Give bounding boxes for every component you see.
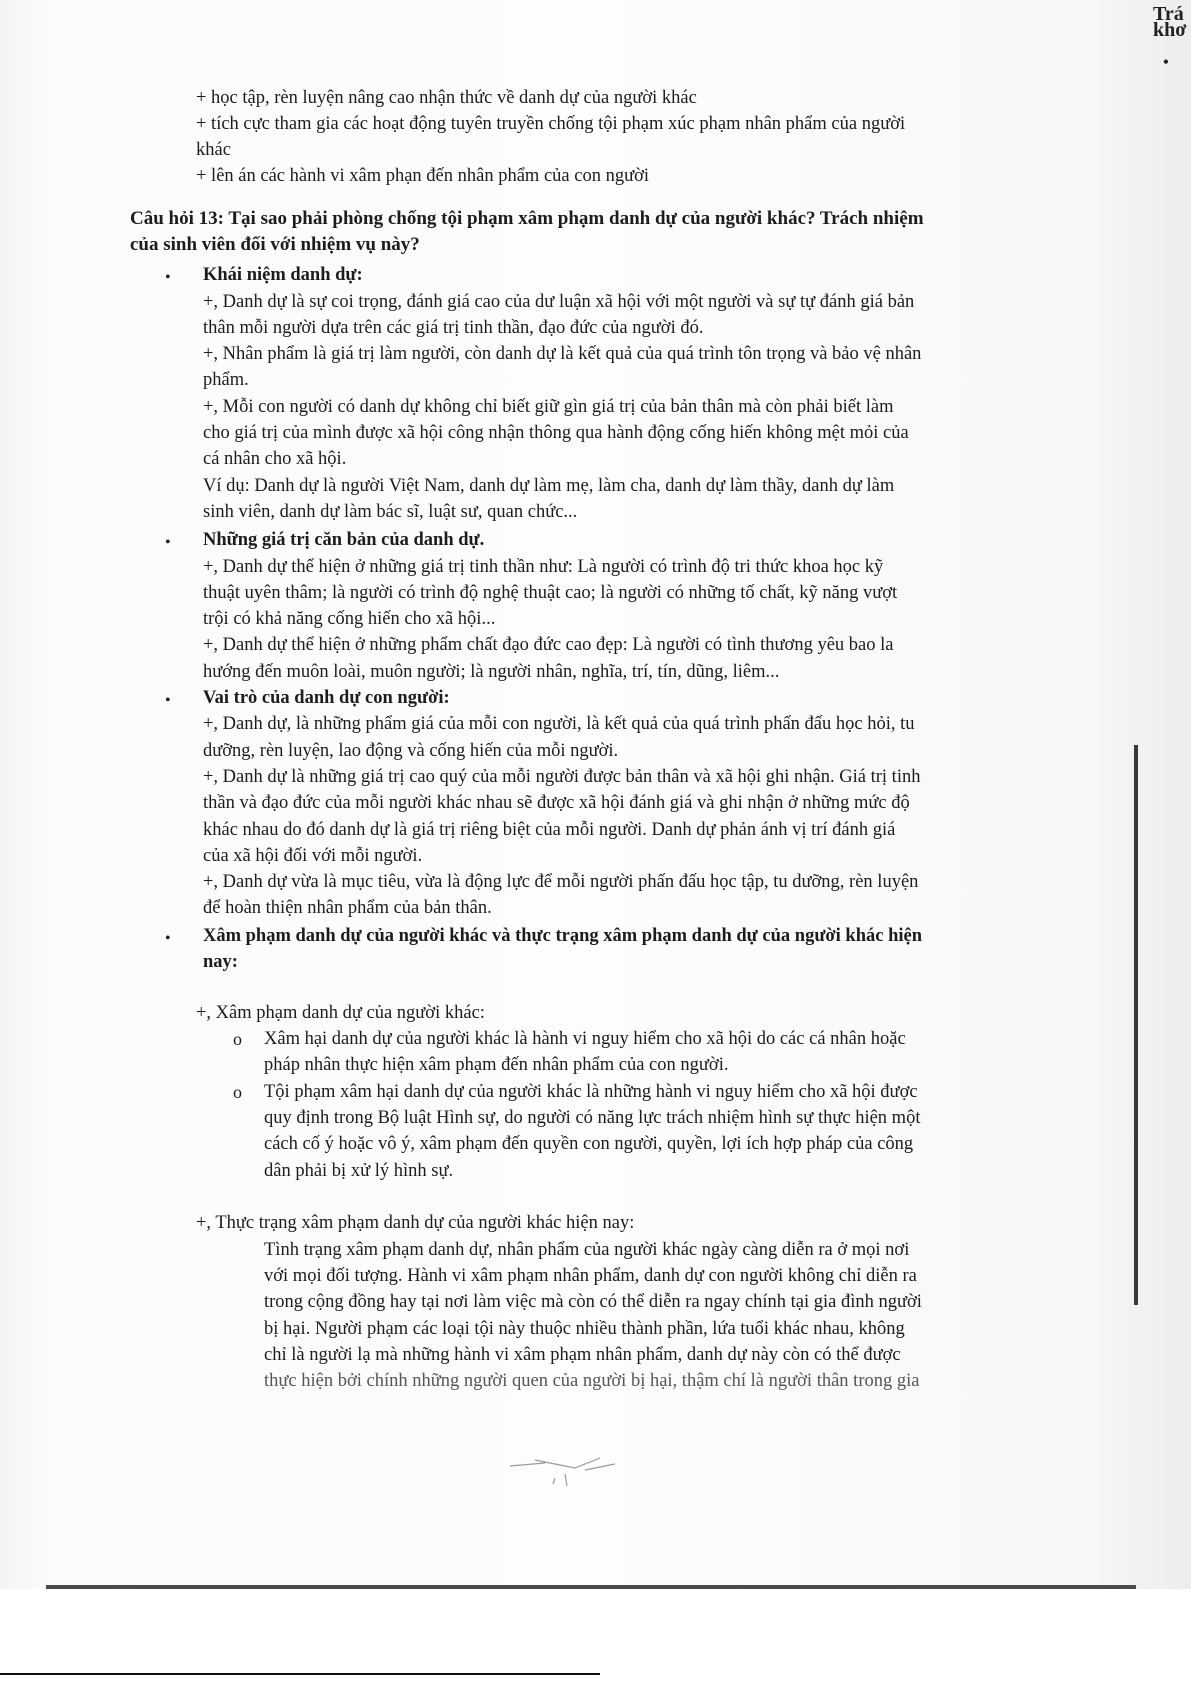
- text-line: +, Mỗi con người có danh dự không chỉ biết giữ gìn giá trị của bản thân mà còn phải biết làm: [203, 397, 894, 417]
- text-line: +, Danh dự vừa là mục tiêu, vừa là động lực để mỗi người phấn đấu học tập, tu dưỡng, rèn luyện: [203, 872, 919, 892]
- text-line: +, Thực trạng xâm phạm danh dự của người khác hiện nay:: [196, 1213, 635, 1233]
- signature-mark: [505, 1448, 645, 1488]
- text-line: +, Danh dự, là những phẩm giá của mỗi con người, là kết quả của quá trình phấn đấu học hỏi, tu: [203, 714, 915, 734]
- text-line: thực hiện bởi chính những người quen của người bị hại, thậm chí là người thân trong gia: [264, 1371, 920, 1391]
- text-line: dưỡng, rèn luyện, lao động và cống hiến của mỗi người.: [203, 741, 619, 761]
- bullet-icon: •: [165, 534, 171, 551]
- bullet-icon: •: [165, 269, 171, 286]
- footer-rule: [0, 1673, 600, 1675]
- text-line: Ví dụ: Danh dự là người Việt Nam, danh dự làm mẹ, làm cha, danh dự làm thầy, danh dự làm: [203, 476, 895, 496]
- circle-bullet-icon: o: [233, 1082, 242, 1102]
- text-line: sinh viên, danh dự làm bác sĩ, luật sư, quan chức...: [203, 502, 578, 522]
- text-line: để hoàn thiện nhân phẩm của bản thân.: [203, 898, 492, 918]
- page-margin-bottom: [0, 1589, 1191, 1685]
- text-line: thân mỗi người dựa trên các giá trị tinh thần, đạo đức của người đó.: [203, 318, 704, 338]
- question-title: Câu hỏi 13: Tại sao phải phòng chống tội phạm xâm phạm danh dự của người khác? Trách nhiệm: [130, 208, 924, 229]
- text-line: chỉ là người lạ mà những hành vi xâm phạm nhân phẩm, danh dự này còn có thể được: [264, 1345, 901, 1365]
- scan-edge-stripe: [1134, 745, 1138, 1305]
- text-line: bị hại. Người phạm các loại tội này thuộc nhiều thành phần, lứa tuổi khác nhau, không: [264, 1319, 905, 1339]
- circle-bullet-icon: o: [233, 1029, 242, 1049]
- bullet-icon: •: [165, 692, 171, 709]
- text-line: + tích cực tham gia các hoạt động tuyên truyền chống tội phạm xúc phạm nhân phẩm của người: [196, 114, 906, 134]
- text-line: Tội phạm xâm hại danh dự của người khác là những hành vi nguy hiểm cho xã hội được: [264, 1082, 918, 1102]
- text-line: +, Nhân phẩm là giá trị làm người, còn danh dự là kết quả của quá trình tôn trọng và bảo vệ nhân: [203, 344, 922, 364]
- text-line: Xâm hại danh dự của người khác là hành vi nguy hiểm cho xã hội do các cá nhân hoặc: [264, 1029, 906, 1049]
- text-line: phẩm.: [203, 370, 249, 390]
- text-line: thuật uyên thâm; là người có trình độ nghệ thuật cao; là người có những tố chất, kỹ năng vượt: [203, 583, 898, 603]
- section-heading: Khái niệm danh dự:: [203, 265, 363, 285]
- text-line: dân phải bị xử lý hình sự.: [264, 1161, 454, 1181]
- text-line: trong cộng đồng hay tại nơi làm việc mà còn có thể diễn ra ngay chính tại gia đình người: [264, 1292, 922, 1312]
- text-line: với mọi đối tượng. Hành vi xâm phạm nhân phẩm, danh dự con người không chỉ diễn ra: [264, 1266, 917, 1286]
- text-line: +, Danh dự là những giá trị cao quý của mỗi người được bản thân và xã hội ghi nhận. Giá trị tinh: [203, 767, 921, 787]
- text-line: thần và đạo đức của mỗi người khác nhau sẽ được xã hội đánh giá và ghi nhận ở những mức độ: [203, 793, 910, 813]
- text-line: + lên án các hành vi xâm phạn đến nhân phẩm của con người: [196, 166, 650, 186]
- text-line: của xã hội đối với mỗi người.: [203, 846, 423, 866]
- text-line: + học tập, rèn luyện nâng cao nhận thức về danh dự của người khác: [196, 88, 697, 108]
- text-line: +, Danh dự thể hiện ở những phẩm chất đạo đức cao đẹp: Là người có tình thương yêu bao la: [203, 635, 894, 655]
- text-line: quy định trong Bộ luật Hình sự, do người có năng lực trách nhiệm hình sự thực hiện một: [264, 1108, 921, 1128]
- text-line: trội có khả năng cống hiến cho xã hội...: [203, 609, 496, 629]
- side-bullet-icon: •: [1162, 52, 1169, 72]
- side-margin-text: Trá khơ: [1153, 3, 1187, 41]
- text-line: cá nhân cho xã hội.: [203, 449, 347, 469]
- text-line: khác: [196, 140, 231, 160]
- bullet-icon: •: [165, 930, 171, 947]
- section-heading: Những giá trị căn bản của danh dự.: [203, 530, 485, 550]
- text-line: +, Xâm phạm danh dự của người khác:: [196, 1003, 485, 1023]
- text-line: pháp nhân thực hiện xâm phạm đến nhân phẩm của con người.: [264, 1055, 729, 1075]
- text-line: hướng đến muôn loài, muôn người; là người nhân, nghĩa, trí, tín, dũng, liêm...: [203, 662, 780, 682]
- text-line: +, Danh dự thể hiện ở những giá trị tinh thần như: Là người có trình độ tri thức khoa học kỹ: [203, 557, 884, 577]
- section-heading: Xâm phạm danh dự của người khác và thực trạng xâm phạm danh dự của người khác hiện: [203, 926, 923, 946]
- text-line: +, Danh dự là sự coi trọng, đánh giá cao của dư luận xã hội với một người và sự tự đánh giá bản: [203, 292, 915, 312]
- question-title-cont: của sinh viên đối với nhiệm vụ này?: [130, 234, 420, 255]
- text-line: cách cố ý hoặc vô ý, xâm phạm đến quyền con người, quyền, lợi ích hợp pháp của công: [264, 1134, 914, 1154]
- section-heading: Vai trò của danh dự con người:: [203, 688, 450, 708]
- section-heading-cont: nay:: [203, 952, 238, 972]
- text-line: Tình trạng xâm phạm danh dự, nhân phẩm của người khác ngày càng diễn ra ở mọi nơi: [264, 1240, 910, 1260]
- text-line: khác nhau do đó danh dự là giá trị riêng biệt của mỗi người. Danh dự phản ánh vị trí đánh giá: [203, 820, 896, 840]
- text-line: cho giá trị của mình được xã hội công nhận thông qua hành động cống hiến không mệt mỏi của: [203, 423, 909, 443]
